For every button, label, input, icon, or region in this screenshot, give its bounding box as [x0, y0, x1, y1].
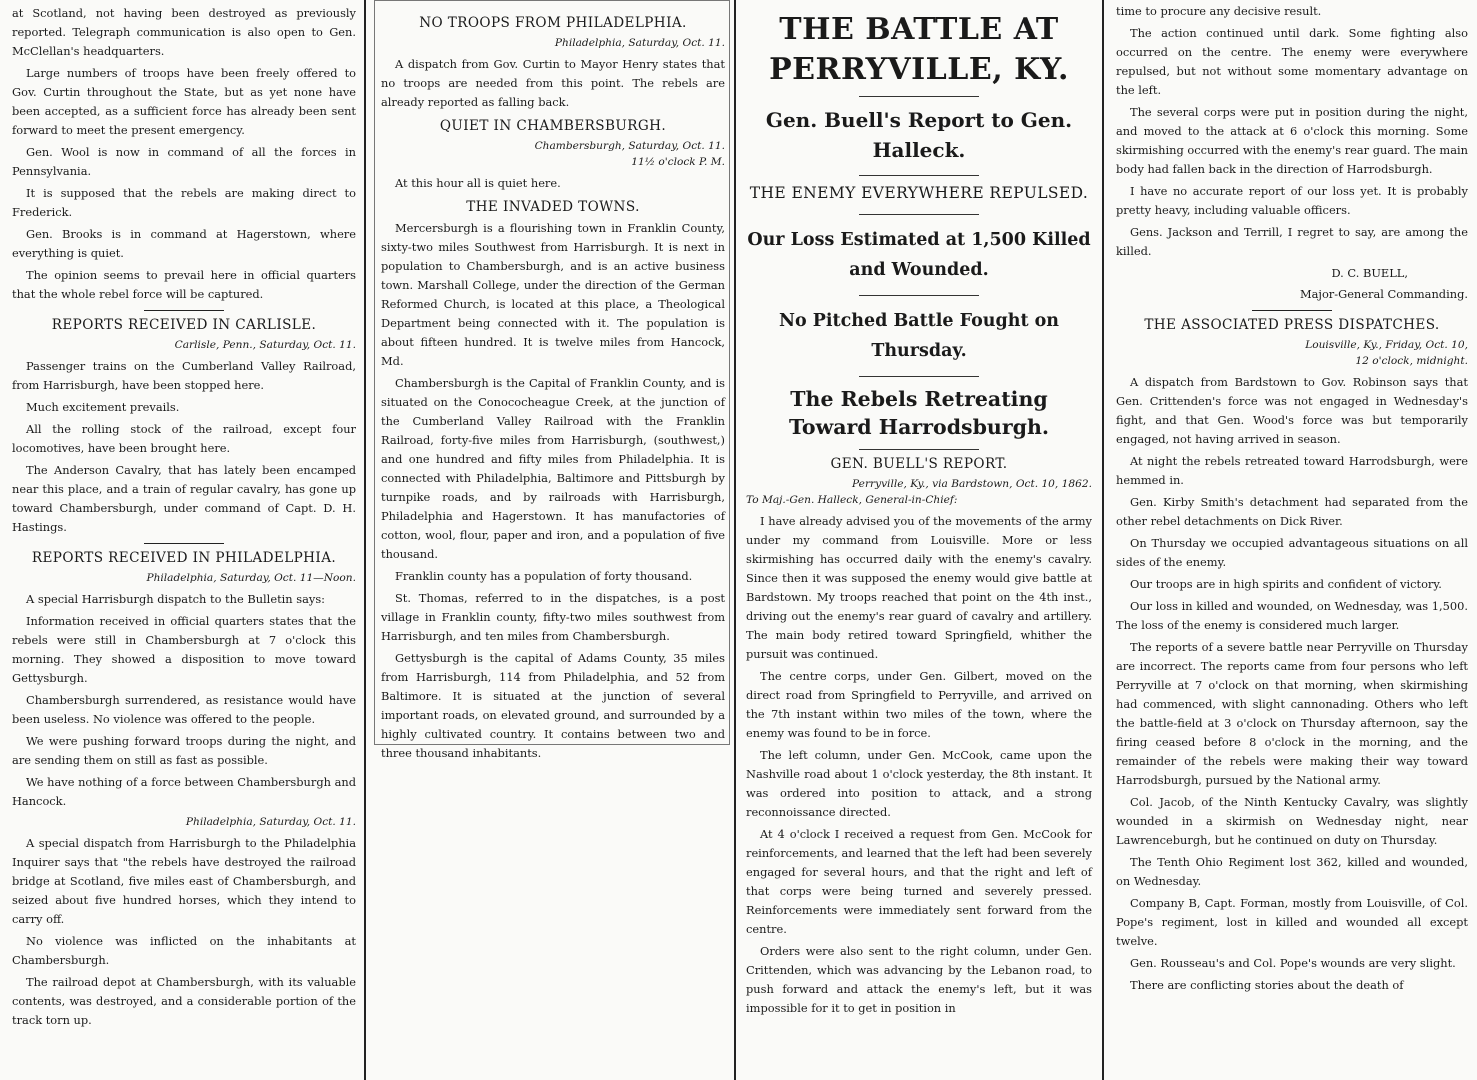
subheadline: Our Loss Estimated at 1,500 Killed and Wounded. — [747, 230, 1091, 280]
divider — [859, 214, 979, 215]
paragraph: Our loss in killed and wounded, on Wednesday, was 1,500. The loss of the enemy is considered much larger. — [1116, 599, 1468, 632]
paragraph: Chambersburgh surrendered, as resistance would have been useless. No violence was offered to the people. — [12, 693, 356, 726]
paragraph: No violence was inflicted on the inhabitants at Chambersburgh. — [12, 934, 356, 967]
signature-name: D. C. BUELL, — [1331, 266, 1408, 280]
paragraph: The Anderson Cavalry, that has lately been encamped near this place, and a train of regular cavalry, has gone up toward Chambersburgh, under command of Capt. D. H. Hastings. — [12, 463, 356, 534]
paragraph: The Tenth Ohio Regiment lost 362, killed and wounded, on Wednesday. — [1116, 855, 1468, 888]
divider — [859, 449, 979, 450]
subheadline: THE ENEMY EVERYWHERE REPULSED. — [749, 184, 1089, 202]
paragraph: Our troops are in high spirits and confident of victory. — [1130, 577, 1442, 591]
paragraph: We have nothing of a force between Chambersburgh and Hancock. — [12, 775, 356, 808]
divider — [859, 175, 979, 176]
paragraph: time to procure any decisive result. — [1116, 4, 1322, 18]
section-heading: GEN. BUELL'S REPORT. — [830, 456, 1008, 472]
paragraph: At night the rebels retreated toward Harrodsburgh, were hemmed in. — [1116, 454, 1468, 487]
paragraph: Mercersburgh is a flourishing town in Franklin County, sixty-two miles Southwest from Harrisburgh. It is next in population to Chambersburgh, and is an active business town. Marshall College, under the direction of the German Reformed Church, is located at this place, a Theological Department being connected with it. The population is about fifteen hundred. It is twelve miles from Hancock, Md. — [381, 221, 725, 368]
paragraph: The left column, under Gen. McCook, came upon the Nashville road about 1 o'clock yesterday, the 8th instant. It was ordered into position to attack, and a strong reconnoissance directed. — [746, 748, 1092, 819]
paragraph: Chambersburgh is the Capital of Franklin County, and is situated on the Conococheague Creek, at the junction of the Cumberland Valley Railroad with the Franklin Railroad, forty-five miles from Harrisburgh, (southwest,) and one hundred and fifty miles from Philadelphia. It is connected with Philadelphia, Baltimore and Pittsburgh by turnpike roads, and by railroads with Harrisburgh, Philadelphia and Hagerstown. It has manufactories of cotton, wool, flour, paper and iron, and a population of five thousand. — [381, 376, 725, 561]
paragraph: at Scotland, not having been destroyed as previously reported. Telegraph communication is also open to Gen. McClellan's headquarters. — [12, 6, 356, 58]
divider — [1252, 310, 1332, 311]
paragraph: Information received in official quarters states that the rebels were still in Chambersburgh at 7 o'clock this morning. They showed a disposition to move toward Gettysburgh. — [12, 614, 356, 685]
dateline: 11½ o'clock P. M. — [631, 156, 725, 168]
paragraph: We were pushing forward troops during the night, and are sending them on still as fast as possible. — [12, 734, 356, 767]
paragraph: A special Harrisburgh dispatch to the Bulletin says: — [26, 592, 325, 606]
dateline: Louisville, Ky., Friday, Oct. 10, — [1305, 339, 1468, 351]
column-rule — [734, 0, 736, 1080]
paragraph: It is supposed that the rebels are making direct to Frederick. — [12, 186, 356, 219]
section-heading: QUIET IN CHAMBERSBURGH. — [439, 118, 667, 134]
paragraph: There are conflicting stories about the death of — [1130, 978, 1404, 992]
dateline: 12 o'clock, midnight. — [1355, 355, 1468, 367]
paragraph: At 4 o'clock I received a request from Gen. McCook for reinforcements, and learned that the left had been severely engaged for several hours, and that the right and left of that corps were being turned and severely pressed. Reinforcements were immediately sent forward from the centre. — [746, 827, 1092, 936]
paragraph: Gettysburgh is the capital of Adams County, 35 miles from Harrisburgh, 114 from Philadelphia, and 52 from Baltimore. It is situated at the junction of several important roads, on elevated ground, and surrounded by a highly cultivated country. It contains between two and three thousand inhabitants. — [381, 651, 725, 760]
column-4 — [1110, 0, 1472, 1080]
dateline: Philadelphia, Saturday, Oct. 11. — [554, 37, 725, 49]
main-headline: THE BATTLE AT PERRYVILLE, KY. — [769, 12, 1069, 87]
section-heading: REPORTS RECEIVED IN PHILADELPHIA. — [31, 550, 337, 566]
dateline: Philadelphia, Saturday, Oct. 11—Noon. — [146, 572, 356, 584]
divider — [859, 96, 979, 97]
paragraph: A dispatch from Gov. Curtin to Mayor Henry states that no troops are needed from this point. The rebels are already reported as falling back. — [381, 57, 725, 109]
paragraph: The several corps were put in position during the night, and moved to the attack at 6 o'clock this morning. Some skirmishing occurred with the enemy's rear guard. The main body had fallen back in the direction of Harrodsburgh. — [1116, 105, 1469, 176]
paragraph: Gen. Rousseau's and Col. Pope's wounds are very slight. — [1130, 956, 1456, 970]
paragraph: Passenger trains on the Cumberland Valley Railroad, from Harrisburgh, have been stopped here. — [12, 359, 356, 392]
dateline: Chambersburgh, Saturday, Oct. 11. — [534, 140, 725, 152]
paragraph: Much excitement prevails. — [26, 400, 180, 414]
section-heading: REPORTS RECEIVED IN CARLISLE. — [51, 317, 317, 333]
paragraph: I have no accurate report of our loss yet. It is probably pretty heavy, including valuable officers. — [1116, 184, 1468, 217]
signature-title: Major-General Commanding. — [1299, 287, 1468, 301]
paragraph: The opinion seems to prevail here in official quarters that the whole rebel force will be captured. — [12, 268, 356, 301]
paragraph: Gen. Brooks is in command at Hagerstown, where everything is quiet. — [12, 227, 356, 260]
subheadline: The Rebels Retreating Toward Harrodsburgh. — [789, 387, 1049, 439]
paragraph: At this hour all is quiet here. — [395, 176, 561, 190]
paragraph: Company B, Capt. Forman, mostly from Louisville, of Col. Pope's regiment, lost in killed and wounded all except twelve. — [1116, 896, 1468, 948]
section-heading: NO TROOPS FROM PHILADELPHIA. — [419, 15, 687, 31]
paragraph: Franklin county has a population of forty thousand. — [395, 569, 693, 583]
section-heading: THE ASSOCIATED PRESS DISPATCHES. — [1144, 317, 1440, 333]
paragraph: Gen. Kirby Smith's detachment had separated from the other rebel detachments on Dick River. — [1116, 495, 1468, 528]
paragraph: All the rolling stock of the railroad, except four locomotives, have been brought here. — [12, 422, 356, 455]
paragraph: The reports of a severe battle near Perryville on Thursday are incorrect. The reports came from four persons who left Perryville at 7 o'clock on that morning, when skirmishing had commenced, with slight cannonading. Others who left the battle-field at 3 o'clock on Thursday afternoon, say the firing ceased before 8 o'clock in the morning, and the remainder of the rebels were making their way toward Harrodsburgh, pursued by the National army. — [1116, 640, 1468, 787]
divider — [144, 310, 224, 311]
dateline: Philadelphia, Saturday, Oct. 11. — [185, 816, 356, 828]
column-3 — [738, 0, 1098, 1080]
subheadline: No Pitched Battle Fought on Thursday. — [778, 311, 1060, 361]
paragraph: Gen. Wool is now in command of all the forces in Pennsylvania. — [12, 145, 356, 178]
paragraph: On Thursday we occupied advantageous situations on all sides of the enemy. — [1116, 536, 1468, 569]
paragraph: The centre corps, under Gen. Gilbert, moved on the direct road from Springfield to Perryville, and arrived on the 7th instant within two miles of the town, where the enemy was found to be in force. — [746, 669, 1092, 740]
paragraph: A special dispatch from Harrisburgh to the Philadelphia Inquirer says that "the rebels have destroyed the railroad bridge at Scotland, five miles east of Chambersburgh, and seized about five hundred horses, which they intend to carry off. — [12, 836, 356, 926]
column-2-clipping — [374, 0, 730, 760]
dateline: Carlisle, Penn., Saturday, Oct. 11. — [174, 339, 356, 351]
paragraph: A dispatch from Bardstown to Gov. Robinson says that Gen. Crittenden's force was not engaged in Wednesday's fight, and that Gen. Wood's force was but temporarily engaged, not having arrived in season. — [1116, 375, 1468, 446]
dateline: Perryville, Ky., via Bardstown, Oct. 10, 1862. — [852, 478, 1092, 490]
paragraph: St. Thomas, referred to in the dispatches, is a post village in Franklin county, fifty-two miles southwest from Harrisburgh, and ten miles from Chambersburgh. — [381, 591, 725, 643]
column-1 — [6, 0, 358, 1080]
divider — [859, 376, 979, 377]
paragraph: The railroad depot at Chambersburgh, with its valuable contents, was destroyed, and a considerable portion of the track torn up. — [12, 975, 356, 1027]
divider — [144, 543, 224, 544]
paragraph: Gens. Jackson and Terrill, I regret to say, are among the killed. — [1116, 225, 1468, 258]
column-rule — [1102, 0, 1104, 1080]
paragraph: Col. Jacob, of the Ninth Kentucky Cavalry, was slightly wounded in a skirmish on Wednesday night, near Lawrenceburgh, but he continued on duty on Thursday. — [1116, 795, 1468, 847]
section-heading: THE INVADED TOWNS. — [466, 199, 640, 215]
paragraph: Orders were also sent to the right column, under Gen. Crittenden, which was advancing by the Lebanon road, to push forward and attack the enemy's left, but it was impossible for it to get in position in — [746, 944, 1092, 1015]
subheadline: Gen. Buell's Report to Gen. Halleck. — [765, 108, 1073, 162]
paragraph: I have already advised you of the movements of the army under my command from Louisville. More or less skirmishing has occurred daily with the enemy's cavalry. Since then it was supposed the enemy would give battle at Bardstown. My troops reached that point on the 4th inst., driving out the enemy's rear guard of cavalry and artillery. The main body retired toward Springfield, whither the pursuit was continued. — [746, 514, 1092, 661]
paragraph: Large numbers of troops have been freely offered to Gov. Curtin throughout the State, but as yet none have been accepted, as a sufficient force has already been sent forward to meet the present emergency. — [12, 66, 356, 137]
column-rule — [364, 0, 366, 1080]
salutation: To Maj.-Gen. Halleck, General-in-Chief: — [746, 494, 958, 506]
divider — [859, 295, 979, 296]
paragraph: The action continued until dark. Some fighting also occurred on the centre. The enemy were everywhere repulsed, but not without some momentary advantage on the left. — [1116, 26, 1468, 97]
